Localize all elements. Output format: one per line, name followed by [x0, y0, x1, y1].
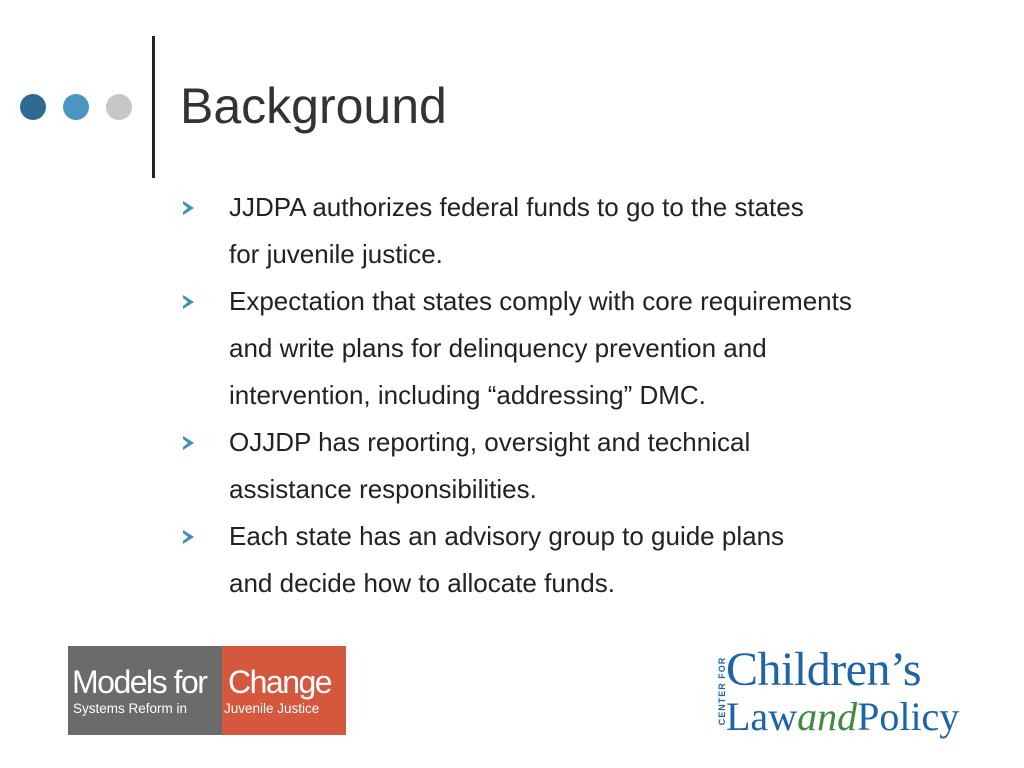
- chevron-right-icon: [183, 530, 194, 544]
- logo-text-and: and: [797, 694, 858, 739]
- bullet-item: [183, 278, 998, 419]
- bullet-item: [183, 419, 998, 513]
- logo-side-label: CENTER FOR: [717, 656, 727, 726]
- logo-tagline: Juvenile Justice: [224, 701, 320, 716]
- bullet-item: [183, 184, 998, 278]
- chevron-right-icon: [183, 295, 194, 309]
- logo-text: Children’s: [726, 643, 921, 696]
- center-for-childrens-law-logo: [706, 643, 980, 742]
- chevron-right-icon: [183, 201, 194, 215]
- bullet-line: Expectation that states comply with core requirements: [229, 286, 852, 316]
- bullet-line: JJDPA authorizes federal funds to go to the states: [229, 192, 804, 222]
- bullet-item: [183, 513, 998, 607]
- bullet-line: for juvenile justice.: [229, 239, 443, 269]
- bullet-list: [183, 184, 998, 607]
- logo-tagline: Systems Reform in: [73, 701, 188, 716]
- title-divider: [152, 36, 155, 178]
- bullet-line: and write plans for delinquency prevention and: [229, 333, 767, 363]
- bullet-line: intervention, including “addressing” DMC.: [229, 380, 706, 410]
- decorative-dot-icon: [63, 94, 89, 120]
- decorative-dot-icon: [106, 94, 132, 120]
- logo-text-policy: Policy: [857, 694, 960, 739]
- logo-text: Models for: [72, 664, 207, 700]
- bullet-line: OJJDP has reporting, oversight and technical: [229, 427, 751, 457]
- chevron-right-icon: [183, 436, 194, 450]
- bullet-line: assistance responsibilities.: [229, 474, 537, 504]
- slide-title: Background: [180, 78, 447, 134]
- bullet-line: and decide how to allocate funds.: [229, 568, 615, 598]
- models-for-change-logo: [68, 646, 346, 735]
- logo-text-law: Law: [726, 694, 798, 739]
- decorative-dot-icon: [20, 94, 46, 120]
- bullet-line: Each state has an advisory group to guide plans: [229, 521, 785, 551]
- logo-text: Change: [228, 664, 332, 700]
- logo-text: [726, 694, 959, 740]
